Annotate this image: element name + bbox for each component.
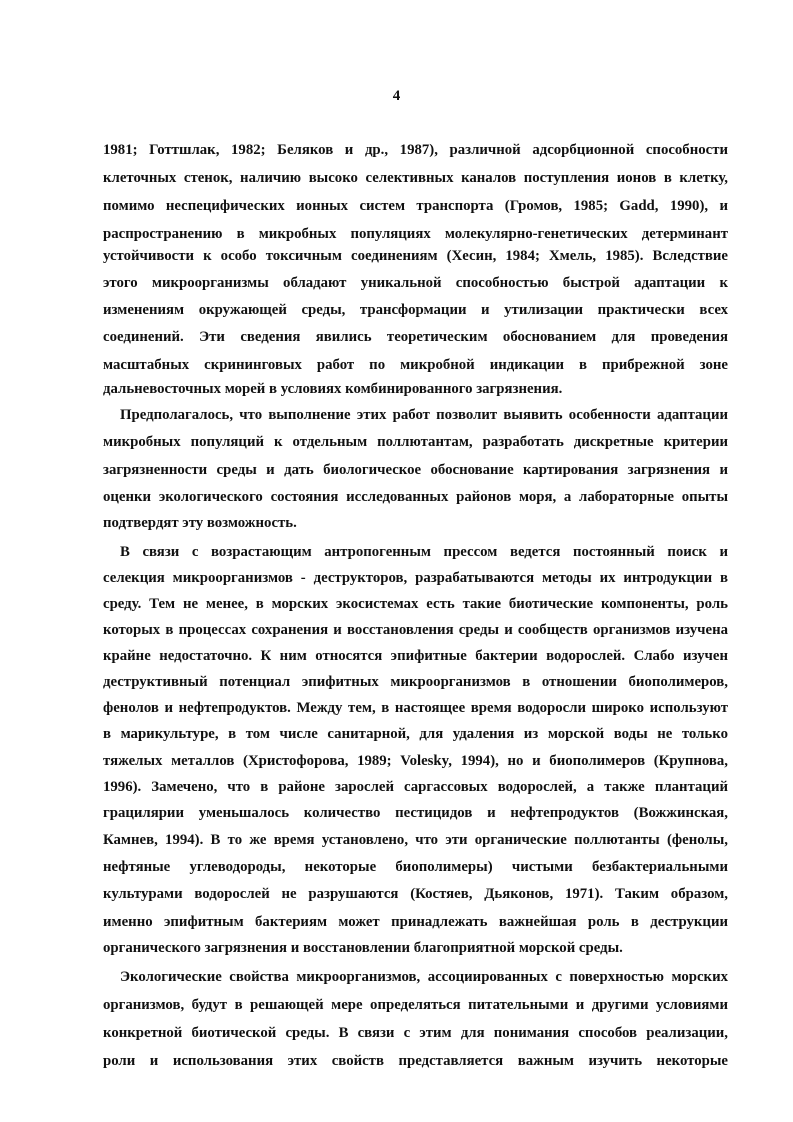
text-line: тяжелых металлов (Христофорова, 1989; Volesky, 1994), но и биополимеров (Крупнова, (103, 753, 728, 769)
text-line: загрязненности среды и дать биологическое обоснование картирования загрязнения и (103, 462, 728, 478)
text-line: организмов, будут в решающей мере определяться питательными и другими условиями (103, 997, 728, 1013)
text-line: нефтяные углеводороды, некоторые биополимеры) чистыми безбактериальными (103, 859, 728, 875)
text-line: масштабных скрининговых работ по микробной индикации в прибрежной зоне (103, 357, 728, 373)
text-line: Камнев, 1994). В то же время установлено, что эти органические поллютанты (фенолы, (103, 832, 728, 848)
text-line: подтвердят эту возможность. (103, 515, 297, 531)
text-line: Предполагалось, что выполнение этих работ позволит выявить особенности адаптации (120, 407, 728, 423)
text-line: помимо неспецифических ионных систем транспорта (Громов, 1985; Gadd, 1990), и (103, 198, 728, 214)
text-line: крайне недостаточно. К ним относятся эпифитные бактерии водорослей. Слабо изучен (103, 648, 728, 664)
text-line: распространению в микробных популяциях молекулярно-генетических детерминант (103, 226, 728, 242)
text-line: 1981; Готтшлак, 1982; Беляков и др., 1987), различной адсорбционной способности (103, 142, 728, 158)
text-line: которых в процессах сохранения и восстановления среды и сообществ организмов изучена (103, 622, 728, 638)
text-line: устойчивости к особо токсичным соединениям (Хесин, 1984; Хмель, 1985). Вследствие (103, 248, 728, 264)
text-line: 1996). Замечено, что в районе зарослей саргассовых водорослей, а также плантаций (103, 779, 728, 795)
text-line: конкретной биотической среды. В связи с этим для понимания способов реализации, (103, 1025, 728, 1041)
text-line: оценки экологического состояния исследованных районов моря, а лабораторные опыты (103, 489, 728, 505)
text-line: именно эпифитным бактериям может принадлежать важнейшая роль в деструкции (103, 914, 728, 930)
text-line: роли и использования этих свойств представляется важным изучить некоторые (103, 1053, 728, 1069)
text-line: деструктивный потенциал эпифитных микроорганизмов в отношении биополимеров, (103, 674, 728, 690)
text-line: грацилярии уменьшалось количество пестицидов и нефтепродуктов (Вожжинская, (103, 805, 728, 821)
text-line: органического загрязнения и восстановлении благоприятной морской среды. (103, 940, 623, 956)
text-line: изменениям окружающей среды, трансформации и утилизации практически всех (103, 302, 728, 318)
text-line: в марикультуре, в том числе санитарной, для удаления из морской воды не только (103, 726, 728, 742)
page-number: 4 (392, 88, 401, 104)
text-line: среду. Тем не менее, в морских экосистемах есть такие биотические компоненты, роль (103, 596, 728, 612)
text-line: дальневосточных морей в условиях комбинированного загрязнения. (103, 381, 563, 397)
text-line: селекция микроорганизмов - деструкторов, разрабатываются методы их интродукции в (103, 570, 728, 586)
text-line: микробных популяций к отдельным поллютантам, разработать дискретные критерии (103, 434, 728, 450)
text-line: культурами водорослей не разрушаются (Костяев, Дьяконов, 1971). Таким образом, (103, 886, 728, 902)
text-line: Экологические свойства микроорганизмов, ассоциированных с поверхностью морских (120, 969, 728, 985)
text-line: этого микроорганизмы обладают уникальной способностью быстрой адаптации к (103, 275, 728, 291)
text-line: соединений. Эти сведения явились теоретическим обоснованием для проведения (103, 329, 728, 345)
text-line: клеточных стенок, наличию высоко селективных каналов поступления ионов в клетку, (103, 170, 728, 186)
text-line: фенолов и нефтепродуктов. Между тем, в настоящее время водоросли широко используют (103, 700, 728, 716)
text-line: В связи с возрастающим антропогенным прессом ведется постоянный поиск и (120, 544, 728, 560)
